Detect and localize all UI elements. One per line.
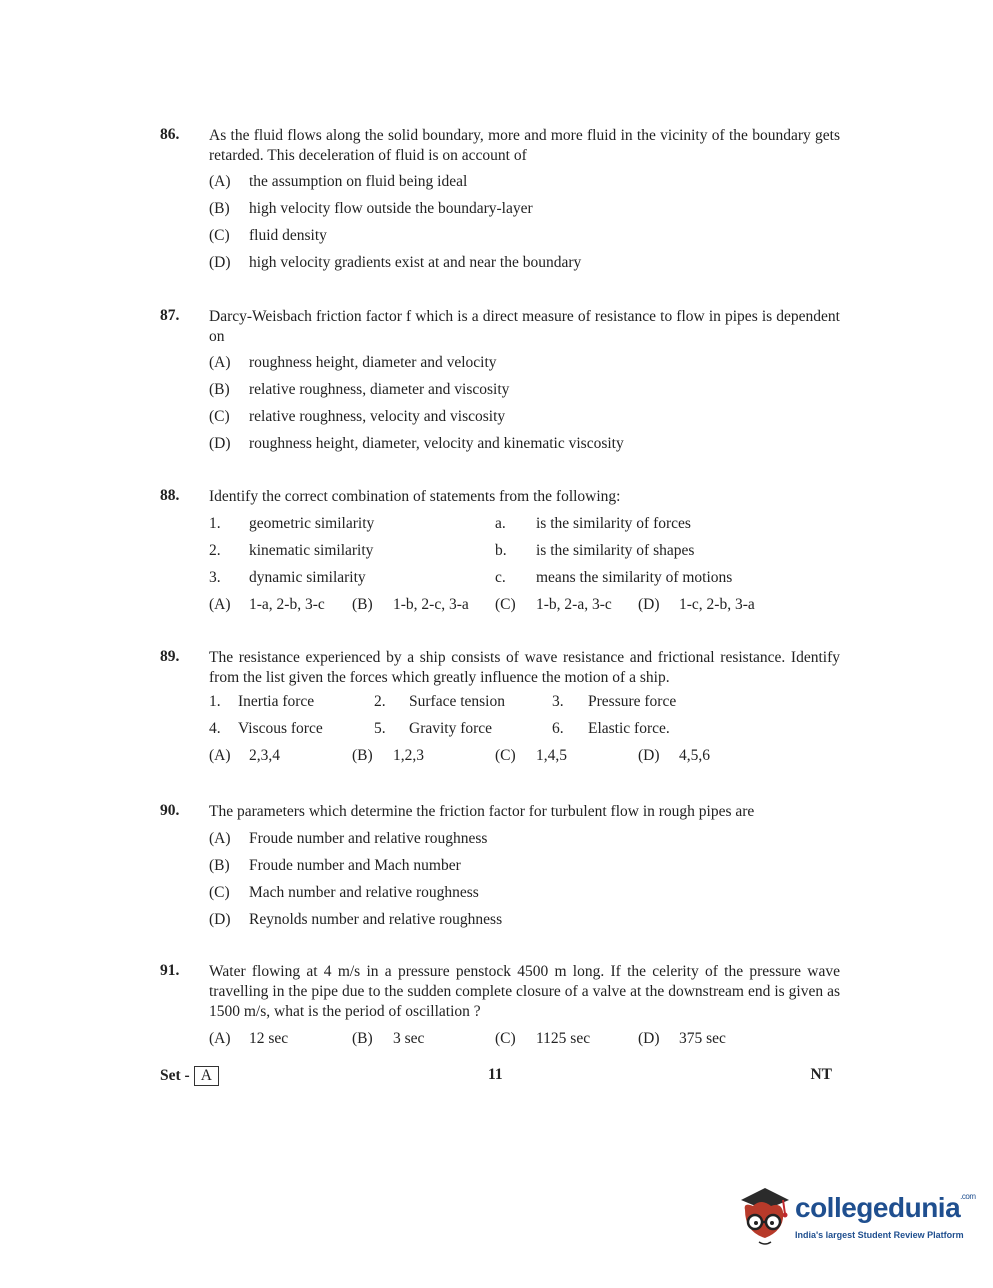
- question-text: Darcy-Weisbach friction factor f which is a direct measure of resistance to flow in pipes is dependent on: [209, 308, 840, 345]
- page-footer: [160, 1066, 832, 1090]
- question-91: [160, 962, 840, 1052]
- question-89: [160, 648, 840, 769]
- question-number: 89.: [160, 648, 180, 665]
- question-text: Identify the correct combination of statements from the following:: [209, 488, 621, 505]
- force-row-2: 4. Viscous force 5. Gravity force 6. Elastic force.: [209, 720, 670, 737]
- answer-row: (A) 12 sec (B) 3 sec (C) 1125 sec (D) 375 sec: [209, 1030, 726, 1047]
- option-c: (C) Mach number and relative roughness: [209, 884, 479, 901]
- question-text: The parameters which determine the friction factor for turbulent flow in rough pipes are: [209, 803, 755, 820]
- logo-tagline: India's largest Student Review Platform: [795, 1230, 964, 1240]
- paper-code: NT: [810, 1066, 832, 1083]
- option-b: (B) high velocity flow outside the boundary-layer: [209, 200, 533, 217]
- mascot-icon: [735, 1180, 793, 1252]
- collegedunia-logo: [735, 1180, 976, 1252]
- page-number: 11: [488, 1066, 503, 1083]
- option-d: (D) Reynolds number and relative roughness: [209, 911, 503, 928]
- option-a: (A) Froude number and relative roughness: [209, 830, 488, 847]
- option-d: (D) high velocity gradients exist at and near the boundary: [209, 254, 582, 271]
- option-b: (B) Froude number and Mach number: [209, 857, 461, 874]
- logo-wordmark: collegedunia$^{.com}$: [795, 1192, 976, 1223]
- answer-row: (A) 1-a, 2-b, 3-c (B) 1-b, 2-c, 3-a (C) 1-b, 2-a, 3-c (D) 1-c, 2-b, 3-a: [209, 596, 755, 613]
- force-row-1: 1. Inertia force 2. Surface tension 3. Pressure force: [209, 693, 677, 710]
- question-number: 86.: [160, 126, 180, 143]
- set-label: Set - A: [160, 1066, 219, 1086]
- question-86: [160, 126, 840, 276]
- question-88: [160, 487, 840, 618]
- option-c: (C) fluid density: [209, 227, 327, 244]
- option-a: (A) roughness height, diameter and velocity: [209, 354, 497, 371]
- question-number: 90.: [160, 802, 180, 819]
- match-row-2: 2. kinematic similarity b. is the similarity of shapes: [209, 542, 695, 559]
- question-text: The resistance experienced by a ship consists of wave resistance and frictional resistance. Identify from the list given the forces which greatly influence the motion of a ship.: [209, 649, 840, 686]
- option-b: (B) relative roughness, diameter and viscosity: [209, 381, 510, 398]
- question-number: 87.: [160, 307, 180, 324]
- question-87: [160, 307, 840, 457]
- set-box: A: [194, 1066, 219, 1086]
- question-90: [160, 802, 840, 933]
- answer-row: (A) 2,3,4 (B) 1,2,3 (C) 1,4,5 (D) 4,5,6: [209, 747, 710, 764]
- option-a: (A) the assumption on fluid being ideal: [209, 173, 468, 190]
- option-d: (D) roughness height, diameter, velocity and kinematic viscosity: [209, 435, 624, 452]
- option-c: (C) relative roughness, velocity and viscosity: [209, 408, 506, 425]
- match-row-3: 3. dynamic similarity c. means the similarity of motions: [209, 569, 733, 586]
- question-text: As the fluid flows along the solid boundary, more and more fluid in the vicinity of the boundary gets retarded. This deceleration of fluid is on account of: [209, 127, 840, 164]
- question-text: Water flowing at 4 m/s in a pressure penstock 4500 m long. If the celerity of the pressure wave travelling in the pipe due to the sudden complete closure of a valve at the downstream end is given as 1500 m/s, what is the period of oscillation ?: [209, 963, 840, 1020]
- question-number: 88.: [160, 487, 180, 504]
- match-row-1: 1. geometric similarity a. is the similarity of forces: [209, 515, 691, 532]
- question-number: 91.: [160, 962, 180, 979]
